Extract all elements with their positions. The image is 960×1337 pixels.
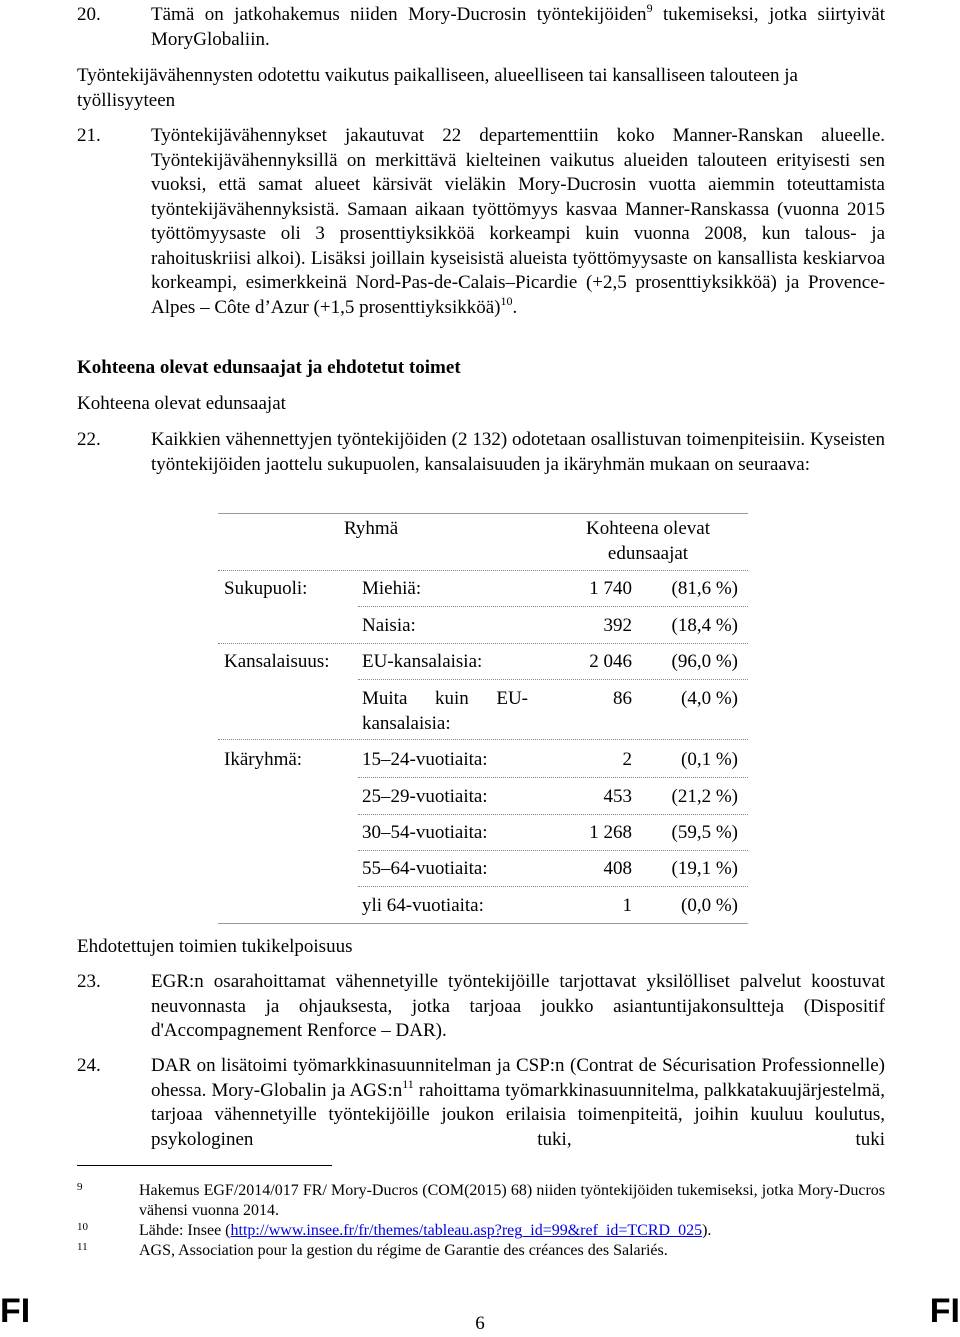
table-row-pct: (81,6 %)	[671, 578, 738, 599]
footnote-text: Hakemus EGF/2014/017 FR/ Mory-Ducros (COM(2015) 68) niiden työntekijöiden tukemiseksi, jotka Mory-Ducros vähensi vuonna 2014.	[139, 1182, 885, 1219]
table-row-pct: (0,1 %)	[681, 749, 738, 770]
footer-language-right: FI	[929, 1292, 960, 1330]
paragraph-number: 20.	[77, 4, 101, 25]
paragraph-text-cont: tukemiseksi, jotka siirtyivät MoryGlobaliin.	[151, 4, 886, 50]
table-row-count: 86	[613, 688, 632, 709]
subheading-eligibility: Ehdotettujen toimien tukikelpoisuus	[77, 936, 353, 957]
subheading-text: Työntekijävähennysten odotettu vaikutus paikalliseen, alueelliseen tai kansalliseen talouteen ja työllisyyteen	[77, 65, 798, 111]
footnote-11	[77, 1241, 885, 1261]
paragraph-text: DAR on lisätoimi työmarkkinasuunnitelman ja CSP:n (Contrat de Sécurisation Professionnelle) ohessa. Mory-Globalin ja AGS:n	[151, 1055, 885, 1101]
paragraph-number: 22.	[77, 429, 101, 450]
table-row-rule	[358, 814, 748, 815]
table-row-count: 1	[622, 895, 632, 916]
table-row-pct: (96,0 %)	[671, 651, 738, 672]
table-row-count: 1 740	[589, 578, 632, 599]
table-header-beneficiaries: Kohteena olevat edunsaajat	[586, 518, 710, 564]
footnote-number: 11	[77, 1241, 88, 1253]
footnote-10	[77, 1221, 885, 1241]
paragraph-21	[77, 124, 885, 320]
insee-link[interactable]: http://www.insee.fr/fr/themes/tableau.asp?reg_id=99&ref_id=TCRD_025	[230, 1222, 703, 1239]
table-row-count: 1 268	[589, 822, 632, 843]
table-bottom-rule	[218, 923, 748, 924]
table-row-count: 408	[603, 858, 632, 879]
table-row-pct: (0,0 %)	[681, 895, 738, 916]
paragraph-24	[77, 1054, 885, 1152]
paragraph-text: Kaikkien vähennettyjen työntekijöiden (2 132) odotetaan osallistuvan toimenpiteisiin. Kyseisten työntekijöiden jaottelu sukupuolen, kansalaisuuden ja ikäryhmän mukaan on seuraava:	[151, 429, 885, 475]
table-row-pct: (21,2 %)	[671, 786, 738, 807]
table-row-rule	[358, 886, 748, 887]
table-row-category: Sukupuoli:	[224, 578, 308, 599]
table-row-pct: (4,0 %)	[681, 688, 738, 709]
paragraph-text: EGR:n osarahoittamat vähennetyille työntekijöille tarjottavat yksilölliset palvelut koostuvat neuvonnasta ja ohjauksesta, jotka tarjoaa joukko asiantuntijakonsultteja (Dispositif d'Accompagnement Renforce – DAR).	[151, 971, 885, 1041]
paragraph-number: 23.	[77, 971, 101, 992]
footnote-number: 9	[77, 1181, 83, 1193]
table-row-count: 392	[603, 615, 632, 636]
paragraph-23	[77, 970, 885, 1044]
table-row-label: 55–64-vuotiaita:	[362, 858, 488, 879]
table-row-label: Muita kuin EU-kansalaisia:	[362, 688, 528, 734]
table-row-count: 2 046	[589, 651, 632, 672]
footnote-9	[77, 1181, 885, 1221]
footnote-ref-11[interactable]: 11	[402, 1076, 414, 1091]
table-row-label: 15–24-vuotiaita:	[362, 749, 488, 770]
table-row-pct: (19,1 %)	[671, 858, 738, 879]
table-header-group: Ryhmä	[344, 518, 399, 539]
footnote-text: Lähde: Insee (	[139, 1222, 231, 1239]
table-row-rule	[358, 606, 748, 607]
paragraph-number: 24.	[77, 1055, 101, 1076]
footnote-separator	[77, 1165, 332, 1166]
paragraph-number: 21.	[77, 125, 101, 146]
subheading-beneficiaries: Kohteena olevat edunsaajat	[77, 393, 286, 414]
paragraph-20	[77, 3, 885, 52]
table-row-label: yli 64-vuotiaita:	[362, 895, 484, 916]
footnote-ref-9[interactable]: 9	[646, 1, 653, 15]
table-row-label: EU-kansalaisia:	[362, 651, 483, 672]
subheading-impact	[77, 64, 885, 113]
paragraph-text-cont: rahoittama työmarkkinasuunnitelma, palkkatakuujärjestelmä, tarjoaa vähennetyille työntekijöille joukon erilaisia toimenpiteitä, joihin kuuluu koulutus, psykologinen tuki, tuki	[151, 1079, 885, 1150]
table-row-label: Miehiä:	[362, 578, 422, 599]
table-row-category: Ikäryhmä:	[224, 749, 303, 770]
table-row-rule	[358, 850, 748, 851]
table-row-rule	[358, 777, 748, 778]
footnote-text-cont: ).	[702, 1222, 712, 1239]
table-row-rule	[218, 643, 748, 644]
paragraph-text-cont: .	[512, 296, 518, 318]
footnote-ref-10[interactable]: 10	[500, 293, 513, 308]
table-row-rule	[218, 739, 748, 740]
paragraph-22	[77, 428, 885, 477]
table-row-pct: (18,4 %)	[671, 615, 738, 636]
table-row-label: 25–29-vuotiaita:	[362, 786, 488, 807]
table-row-rule	[358, 679, 748, 680]
paragraph-text: Tämä on jatkohakemus niiden Mory-Ducrosin työntekijöiden	[151, 4, 647, 25]
paragraph-text: Työntekijävähennykset jakautuvat 22 departementtiin koko Manner-Ranskan alueelle. Työntekijävähennyksillä on merkittävä kielteinen vaikutus alueiden talouteen erityisesti sen vuoksi, että samat alueet kärsivät vieläkin Mory-Ducrosin vuotta aiemmin toteuttamista työntekijävähennyksistä. Samaan aikaan työttömyys kasvaa Manner-Ranskassa (vuonna 2015 työttömyysaste oli 3 prosenttiyksikköä korkeampi kuin vuonna 2008, kun talous- ja rahoituskriisi alkoi). Lisäksi joillain kyseisistä alueista työttömyysaste on kansallista keskiarvoa korkeampi, esimerkkeinä Nord-Pas-de-Calais–Picardie (+2,5 prosenttiyksikköä) ja Provence-Alpes – Côte d’Azur (+1,5 prosenttiyksikköä)	[151, 125, 885, 318]
footer-language-left: FI	[0, 1292, 31, 1330]
table-row-label: 30–54-vuotiaita:	[362, 822, 488, 843]
table-row-category: Kansalaisuus:	[224, 651, 330, 672]
table-row-label: Naisia:	[362, 615, 416, 636]
table-row-count: 453	[603, 786, 632, 807]
table-row-count: 2	[622, 749, 632, 770]
section-heading: Kohteena olevat edunsaajat ja ehdotetut toimet	[77, 357, 461, 378]
table-top-rule	[218, 513, 748, 514]
footnote-number: 10	[77, 1221, 88, 1233]
table-header-rule	[218, 570, 748, 571]
page-number: 6	[475, 1313, 485, 1334]
table-row-pct: (59,5 %)	[671, 822, 738, 843]
footnote-text: AGS, Association pour la gestion du régime de Garantie des créances des Salariés.	[139, 1242, 668, 1259]
